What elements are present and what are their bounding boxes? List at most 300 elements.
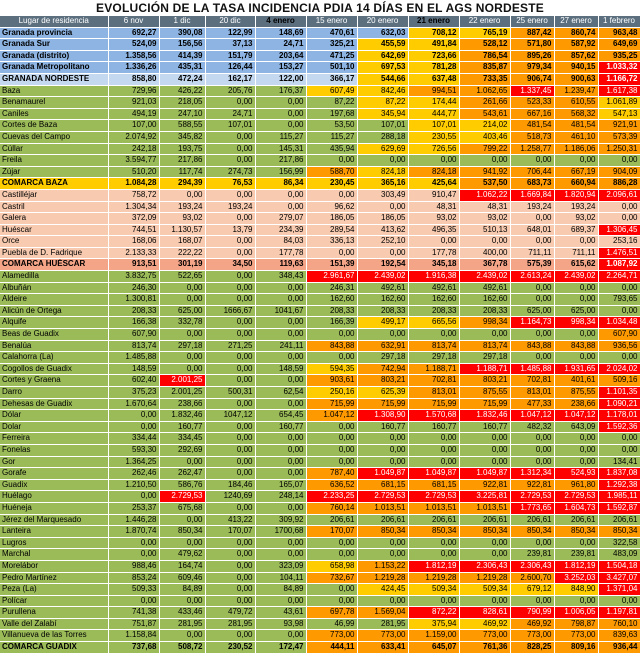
rate-cell: 510,20 <box>108 166 159 178</box>
rate-cell: 568,32 <box>554 108 598 120</box>
place-name: Fonelas <box>0 444 108 456</box>
rate-cell: 3.832,75 <box>108 271 159 283</box>
rate-cell: 500,31 <box>205 387 255 399</box>
place-name: Freila <box>0 155 108 167</box>
rate-cell: 0,00 <box>510 537 554 549</box>
rate-cell: 271,25 <box>205 340 255 352</box>
header-date: 27 enero <box>554 16 598 27</box>
rate-cell: 1.158,84 <box>108 630 159 642</box>
rate-cell: 0,00 <box>598 213 640 225</box>
rate-cell: 0,00 <box>205 549 255 561</box>
rate-cell: 813,01 <box>408 387 459 399</box>
rate-cell: 0,00 <box>306 433 357 445</box>
rate-cell: 633,41 <box>357 642 408 654</box>
incidence-table <box>0 16 640 654</box>
rate-cell: 2.024,02 <box>598 363 640 375</box>
rate-cell: 170,07 <box>205 526 255 538</box>
rate-cell: 2.961,67 <box>306 271 357 283</box>
rate-cell: 1.669,84 <box>510 189 554 201</box>
rate-cell: 367,78 <box>459 259 510 271</box>
place-name: Orce <box>0 236 108 248</box>
rate-cell: 0,00 <box>159 456 205 468</box>
rate-cell: 186,05 <box>306 213 357 225</box>
place-name: Castril <box>0 201 108 213</box>
rate-cell: 0,00 <box>159 329 205 341</box>
rate-cell: 206,61 <box>459 514 510 526</box>
rate-cell: 1666,67 <box>205 305 255 317</box>
rate-cell: 208,33 <box>408 305 459 317</box>
rate-cell: 0,00 <box>255 294 306 306</box>
rate-cell: 1.837,08 <box>598 468 640 480</box>
rate-cell: 193,24 <box>159 201 205 213</box>
rate-cell: 0,00 <box>598 282 640 294</box>
rate-cell: 2.306,43 <box>510 560 554 572</box>
rate-cell: 0,00 <box>205 584 255 596</box>
rate-cell: 151,39 <box>306 259 357 271</box>
place-name: Dehesas de Guadix <box>0 398 108 410</box>
rate-cell: 1.219,28 <box>408 572 459 584</box>
rate-cell: 1.812,19 <box>408 560 459 572</box>
rate-cell: 168,06 <box>108 236 159 248</box>
rate-cell: 162,60 <box>408 294 459 306</box>
rate-cell: 523,33 <box>510 97 554 109</box>
rate-cell: 0,00 <box>554 282 598 294</box>
rate-cell: 1.337,45 <box>510 85 554 97</box>
rate-cell: 87,22 <box>357 97 408 109</box>
rate-cell: 0,00 <box>255 502 306 514</box>
rate-cell: 403,46 <box>459 131 510 143</box>
rate-cell: 689,37 <box>554 224 598 236</box>
rate-cell: 2.439,02 <box>459 271 510 283</box>
place-name: Lugros <box>0 537 108 549</box>
rate-cell: 573,39 <box>598 131 640 143</box>
rate-cell: 0,00 <box>205 398 255 410</box>
rate-cell: 184,46 <box>205 479 255 491</box>
rate-cell: 625,00 <box>554 305 598 317</box>
rate-cell: 632,03 <box>357 27 408 39</box>
rate-cell: 297,18 <box>459 352 510 364</box>
rate-cell: 0,00 <box>598 595 640 607</box>
rate-cell: 481,54 <box>510 120 554 132</box>
rate-cell: 93,02 <box>554 213 598 225</box>
rate-cell: 1.617,38 <box>598 85 640 97</box>
table-row <box>0 224 640 236</box>
rate-cell: 0,00 <box>510 213 554 225</box>
rate-cell: 1.049,87 <box>408 468 459 480</box>
rate-cell: 921,91 <box>598 120 640 132</box>
table-row <box>0 491 640 503</box>
rate-cell: 0,00 <box>408 236 459 248</box>
rate-cell: 0,00 <box>205 143 255 155</box>
rate-cell: 481,54 <box>554 120 598 132</box>
rate-cell: 625,39 <box>357 387 408 399</box>
rate-cell: 675,68 <box>159 502 205 514</box>
rate-cell: 43,61 <box>255 607 306 619</box>
rate-cell: 765,19 <box>459 27 510 39</box>
rate-cell: 1041,67 <box>255 305 306 317</box>
rate-cell: 715,99 <box>306 398 357 410</box>
table-row <box>0 502 640 514</box>
rate-cell: 160,77 <box>408 421 459 433</box>
rate-cell: 2.729,53 <box>357 491 408 503</box>
rate-cell: 2.439,02 <box>357 271 408 283</box>
rate-cell: 297,18 <box>408 352 459 364</box>
rate-cell: 0,00 <box>306 155 357 167</box>
table-row <box>0 433 640 445</box>
rate-cell: 0,00 <box>510 282 554 294</box>
rate-cell: 1.250,31 <box>598 143 640 155</box>
rate-cell: 366,17 <box>306 73 357 85</box>
rate-cell: 413,22 <box>205 514 255 526</box>
rate-cell: 0,00 <box>306 352 357 364</box>
rate-cell: 62,54 <box>255 387 306 399</box>
rate-cell: 303,49 <box>357 189 408 201</box>
rate-cell: 238,66 <box>159 398 205 410</box>
rate-cell: 0,00 <box>598 433 640 445</box>
rate-cell: 692,27 <box>108 27 159 39</box>
place-name: COMARCA GUADIX <box>0 642 108 654</box>
rate-cell: 1.569,04 <box>357 607 408 619</box>
rate-cell: 2.729,53 <box>554 491 598 503</box>
rate-cell: 1.034,48 <box>598 317 640 329</box>
rate-cell: 522,65 <box>159 271 205 283</box>
rate-cell: 0,00 <box>510 294 554 306</box>
rate-cell: 119,63 <box>255 259 306 271</box>
header-date: 20 enero <box>357 16 408 27</box>
rate-cell: 2.264,71 <box>598 271 640 283</box>
rate-cell: 875,55 <box>554 387 598 399</box>
table-row <box>0 155 640 167</box>
rate-cell: 872,22 <box>408 607 459 619</box>
rate-cell: 0,00 <box>255 595 306 607</box>
rate-cell: 723,66 <box>408 50 459 62</box>
table-row <box>0 444 640 456</box>
rate-cell: 0,00 <box>510 329 554 341</box>
rate-cell: 483,09 <box>598 549 640 561</box>
rate-cell: 0,00 <box>357 444 408 456</box>
rate-cell: 166,39 <box>306 317 357 329</box>
rate-cell: 0,00 <box>205 560 255 572</box>
rate-cell: 0,00 <box>510 155 554 167</box>
rate-cell: 1.188,71 <box>408 363 459 375</box>
rate-cell: 322,58 <box>598 537 640 549</box>
rate-cell: 1.219,28 <box>459 572 510 584</box>
place-name: Alquife <box>0 317 108 329</box>
rate-cell: 1700,68 <box>255 526 306 538</box>
rate-cell: 629,69 <box>357 143 408 155</box>
rate-cell: 281,95 <box>357 618 408 630</box>
rate-cell: 729,96 <box>108 85 159 97</box>
rate-cell: 509,16 <box>598 375 640 387</box>
rate-cell: 654,45 <box>255 410 306 422</box>
rate-cell: 0,00 <box>108 410 159 422</box>
table-row <box>0 607 640 619</box>
rate-cell: 799,22 <box>459 143 510 155</box>
rate-cell: 649,69 <box>598 39 640 51</box>
table-row <box>0 363 640 375</box>
rate-cell: 107,01 <box>357 120 408 132</box>
place-name: Darro <box>0 387 108 399</box>
rate-cell: 455,59 <box>357 39 408 51</box>
rate-cell: 274,73 <box>205 166 255 178</box>
place-name: Huélago <box>0 491 108 503</box>
rate-cell: 0,00 <box>255 444 306 456</box>
rate-cell: 761,36 <box>459 642 510 654</box>
rate-cell: 733,35 <box>459 73 510 85</box>
rate-cell: 115,27 <box>306 131 357 143</box>
rate-cell: 0,00 <box>408 549 459 561</box>
rate-cell: 1.358,56 <box>108 50 159 62</box>
rate-cell: 609,46 <box>159 572 205 584</box>
rate-cell: 0,00 <box>205 189 255 201</box>
rate-cell: 961,80 <box>554 479 598 491</box>
rate-cell: 0,00 <box>205 421 255 433</box>
rate-cell: 365,16 <box>357 178 408 190</box>
rate-cell: 126,44 <box>205 62 255 74</box>
rate-cell: 208,33 <box>459 305 510 317</box>
rate-cell: 93,98 <box>255 618 306 630</box>
rate-cell: 0,00 <box>205 537 255 549</box>
rate-cell: 732,67 <box>306 572 357 584</box>
rate-cell: 218,05 <box>159 97 205 109</box>
rate-cell: 607,49 <box>306 85 357 97</box>
rate-cell: 1.292,38 <box>598 479 640 491</box>
rate-cell: 122,99 <box>205 27 255 39</box>
rate-cell: 193,75 <box>159 143 205 155</box>
place-name: Cuevas del Campo <box>0 131 108 143</box>
rate-cell: 913,51 <box>108 259 159 271</box>
place-name: Castilléjar <box>0 189 108 201</box>
rate-cell: 607,90 <box>598 329 640 341</box>
table-row <box>0 456 640 468</box>
rate-cell: 148,59 <box>255 363 306 375</box>
rate-cell: 193,24 <box>205 201 255 213</box>
summary-row <box>0 642 640 654</box>
table-row <box>0 282 640 294</box>
rate-cell: 1.812,19 <box>554 560 598 572</box>
rate-cell: 711,11 <box>510 247 554 259</box>
rate-cell: 1.062,65 <box>459 85 510 97</box>
rate-cell: 773,00 <box>459 630 510 642</box>
place-name: Granada (distrito) <box>0 50 108 62</box>
rate-cell: 708,12 <box>408 27 459 39</box>
rate-cell: 0,00 <box>205 247 255 259</box>
rate-cell: 1.062,22 <box>459 189 510 201</box>
rate-cell: 177,78 <box>408 247 459 259</box>
rate-cell: 479,62 <box>159 549 205 561</box>
rate-cell: 0,00 <box>598 444 640 456</box>
table-row <box>0 340 640 352</box>
rate-cell: 0,00 <box>255 201 306 213</box>
place-name: Zújar <box>0 166 108 178</box>
place-name: Gor <box>0 456 108 468</box>
rate-cell: 160,77 <box>459 421 510 433</box>
rate-cell: 667,16 <box>510 108 554 120</box>
table-row <box>0 618 640 630</box>
rate-cell: 1.870,74 <box>108 526 159 538</box>
rate-cell: 615,62 <box>554 259 598 271</box>
rate-cell: 238,66 <box>554 398 598 410</box>
rate-cell: 773,00 <box>306 630 357 642</box>
rate-cell: 0,00 <box>306 537 357 549</box>
rate-cell: 842,46 <box>357 85 408 97</box>
rate-cell: 632,91 <box>357 340 408 352</box>
place-name: Valle del Zalabí <box>0 618 108 630</box>
rate-cell: 0,00 <box>255 108 306 120</box>
rate-cell: 702,81 <box>510 375 554 387</box>
table-row <box>0 329 640 341</box>
rate-cell: 0,00 <box>159 363 205 375</box>
rate-cell: 0,00 <box>205 213 255 225</box>
rate-cell: 0,00 <box>459 433 510 445</box>
rate-cell: 0,00 <box>255 352 306 364</box>
rate-cell: 24,71 <box>255 39 306 51</box>
rate-cell: 0,00 <box>255 456 306 468</box>
header-date: 20 dic <box>205 16 255 27</box>
rate-cell: 1.047,12 <box>510 410 554 422</box>
rate-cell: 1.084,28 <box>108 178 159 190</box>
rate-cell: 107,01 <box>205 120 255 132</box>
rate-cell: 0,00 <box>357 155 408 167</box>
rate-cell: 160,77 <box>357 421 408 433</box>
rate-cell: 936,44 <box>598 642 640 654</box>
rate-cell: 84,89 <box>255 584 306 596</box>
rate-cell: 906,74 <box>510 73 554 85</box>
rate-cell: 400,00 <box>459 247 510 259</box>
rate-cell: 230,52 <box>205 642 255 654</box>
rate-cell: 193,24 <box>554 201 598 213</box>
rate-cell: 96,62 <box>306 201 357 213</box>
rate-cell: 1.006,05 <box>554 607 598 619</box>
rate-cell: 547,13 <box>598 108 640 120</box>
rate-cell: 0,00 <box>554 456 598 468</box>
rate-cell: 683,73 <box>510 178 554 190</box>
rate-cell: 1.153,22 <box>357 560 408 572</box>
rate-cell: 588,55 <box>159 120 205 132</box>
rate-cell: 843,88 <box>510 340 554 352</box>
rate-cell: 781,28 <box>408 62 459 74</box>
place-name: Lanteira <box>0 526 108 538</box>
table-row <box>0 247 640 259</box>
rate-cell: 309,92 <box>255 514 306 526</box>
rate-cell: 297,18 <box>159 340 205 352</box>
rate-cell: 1.101,35 <box>598 387 640 399</box>
rate-cell: 37,13 <box>205 39 255 51</box>
rate-cell: 0,00 <box>459 549 510 561</box>
rate-cell: 425,64 <box>408 178 459 190</box>
rate-cell: 444,77 <box>408 108 459 120</box>
rate-cell: 642,69 <box>357 50 408 62</box>
table-row <box>0 271 640 283</box>
rate-cell: 177,78 <box>255 247 306 259</box>
rate-cell: 1.304,34 <box>108 201 159 213</box>
rate-cell: 758,72 <box>108 189 159 201</box>
rate-cell: 679,12 <box>510 584 554 596</box>
rate-cell: 2.439,02 <box>554 271 598 283</box>
place-name: Galera <box>0 213 108 225</box>
rate-cell: 0,00 <box>459 155 510 167</box>
rate-cell: 0,00 <box>205 444 255 456</box>
rate-cell: 348,43 <box>255 271 306 283</box>
header-date: 21 enero <box>408 16 459 27</box>
place-name: Albuñán <box>0 282 108 294</box>
rate-cell: 166,38 <box>108 317 159 329</box>
rate-cell: 1047,12 <box>205 410 255 422</box>
rate-cell: 1.210,50 <box>108 479 159 491</box>
rate-cell: 1.670,64 <box>108 398 159 410</box>
rate-cell: 230,45 <box>306 178 357 190</box>
rate-cell: 643,09 <box>554 421 598 433</box>
rate-cell: 206,61 <box>306 514 357 526</box>
rate-cell: 160,77 <box>159 421 205 433</box>
place-name: GRANADA NORDESTE <box>0 73 108 85</box>
rate-cell: 853,24 <box>108 572 159 584</box>
rate-cell: 172,47 <box>255 642 306 654</box>
rate-cell: 104,11 <box>255 572 306 584</box>
rate-cell: 0,00 <box>159 537 205 549</box>
rate-cell: 1.130,57 <box>159 224 205 236</box>
rate-cell: 813,74 <box>459 340 510 352</box>
rate-cell: 803,21 <box>459 375 510 387</box>
rate-cell: 0,00 <box>306 584 357 596</box>
rate-cell: 323,09 <box>255 560 306 572</box>
rate-cell: 46,99 <box>306 618 357 630</box>
table-row <box>0 584 640 596</box>
table-row <box>0 120 640 132</box>
rate-cell: 1.178,01 <box>598 410 640 422</box>
rate-cell: 0,00 <box>306 189 357 201</box>
place-name: Ferreira <box>0 433 108 445</box>
rate-cell: 537,50 <box>459 178 510 190</box>
rate-cell: 279,07 <box>255 213 306 225</box>
rate-cell: 499,17 <box>357 317 408 329</box>
rate-cell: 0,00 <box>205 456 255 468</box>
rate-cell: 0,00 <box>510 456 554 468</box>
rate-cell: 586,76 <box>159 479 205 491</box>
rate-cell: 1.570,68 <box>408 410 459 422</box>
rate-cell: 492,61 <box>408 282 459 294</box>
rate-cell: 165,07 <box>255 479 306 491</box>
place-name: Jérez del Marquesado <box>0 514 108 526</box>
rate-cell: 334,44 <box>108 433 159 445</box>
rate-cell: 13,79 <box>205 224 255 236</box>
rate-cell: 665,56 <box>408 317 459 329</box>
rate-cell: 253,37 <box>108 502 159 514</box>
rate-cell: 239,81 <box>554 549 598 561</box>
rate-cell: 206,61 <box>598 514 640 526</box>
rate-cell: 0,00 <box>554 294 598 306</box>
rate-cell: 941,92 <box>459 166 510 178</box>
rate-cell: 0,00 <box>510 236 554 248</box>
place-name: Caniles <box>0 108 108 120</box>
rate-cell: 1.197,81 <box>598 607 640 619</box>
rate-cell: 162,60 <box>306 294 357 306</box>
rate-cell: 0,00 <box>408 595 459 607</box>
rate-cell: 48,31 <box>459 201 510 213</box>
header-date: 4 enero <box>255 16 306 27</box>
rate-cell: 0,00 <box>159 352 205 364</box>
place-name: Benalúa <box>0 340 108 352</box>
rate-cell: 325,21 <box>306 39 357 51</box>
place-name: Guadix <box>0 479 108 491</box>
rate-cell: 0,00 <box>598 201 640 213</box>
table-row <box>0 85 640 97</box>
rate-cell: 0,00 <box>255 317 306 329</box>
rate-cell: 625,00 <box>159 305 205 317</box>
rate-cell: 246,30 <box>108 282 159 294</box>
rate-cell: 372,09 <box>108 213 159 225</box>
rate-cell: 0,00 <box>159 595 205 607</box>
